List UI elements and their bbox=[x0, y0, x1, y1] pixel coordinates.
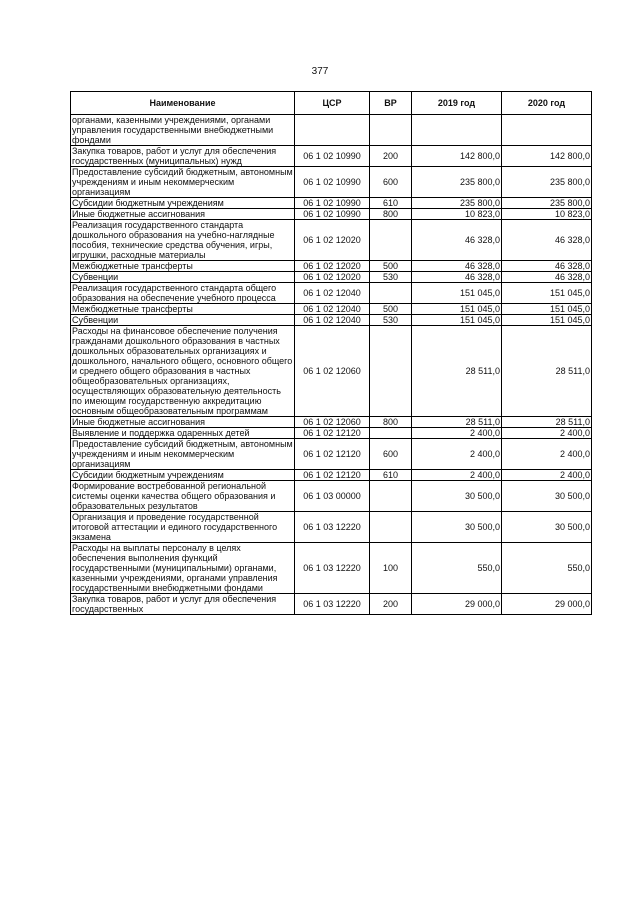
cell-y2019: 142 800,0 bbox=[412, 146, 502, 167]
cell-y2019 bbox=[412, 115, 502, 146]
cell-csr: 06 1 02 12020 bbox=[295, 261, 370, 272]
cell-vr bbox=[370, 481, 412, 512]
table-row bbox=[71, 315, 592, 326]
table-row bbox=[71, 146, 592, 167]
cell-y2020: 2 400,0 bbox=[502, 470, 592, 481]
cell-vr: 800 bbox=[370, 209, 412, 220]
cell-y2019: 46 328,0 bbox=[412, 261, 502, 272]
cell-csr: 06 1 02 12120 bbox=[295, 428, 370, 439]
cell-y2020: 28 511,0 bbox=[502, 326, 592, 417]
cell-name: Иные бюджетные ассигнования bbox=[71, 209, 295, 220]
table-row bbox=[71, 167, 592, 198]
cell-vr bbox=[370, 220, 412, 261]
cell-vr: 600 bbox=[370, 439, 412, 470]
table-row bbox=[71, 220, 592, 261]
cell-vr: 200 bbox=[370, 594, 412, 615]
cell-y2019: 151 045,0 bbox=[412, 315, 502, 326]
cell-csr: 06 1 02 10990 bbox=[295, 167, 370, 198]
cell-y2020: 151 045,0 bbox=[502, 315, 592, 326]
table-row bbox=[71, 543, 592, 594]
cell-csr: 06 1 03 12220 bbox=[295, 594, 370, 615]
cell-y2019: 151 045,0 bbox=[412, 304, 502, 315]
cell-vr bbox=[370, 283, 412, 304]
cell-csr: 06 1 02 12120 bbox=[295, 439, 370, 470]
cell-y2020: 142 800,0 bbox=[502, 146, 592, 167]
cell-y2019: 10 823,0 bbox=[412, 209, 502, 220]
cell-vr bbox=[370, 428, 412, 439]
cell-y2019: 2 400,0 bbox=[412, 470, 502, 481]
cell-y2020: 29 000,0 bbox=[502, 594, 592, 615]
table-row bbox=[71, 261, 592, 272]
cell-name: Субсидии бюджетным учреждениям bbox=[71, 198, 295, 209]
table-body bbox=[71, 115, 592, 615]
cell-y2019: 550,0 bbox=[412, 543, 502, 594]
table-header-row bbox=[71, 92, 592, 115]
cell-y2020 bbox=[502, 115, 592, 146]
cell-csr: 06 1 03 12220 bbox=[295, 512, 370, 543]
cell-y2019: 28 511,0 bbox=[412, 326, 502, 417]
cell-vr: 800 bbox=[370, 417, 412, 428]
cell-csr: 06 1 02 12020 bbox=[295, 220, 370, 261]
cell-csr: 06 1 03 00000 bbox=[295, 481, 370, 512]
cell-y2019: 30 500,0 bbox=[412, 512, 502, 543]
table-row bbox=[71, 198, 592, 209]
table-row bbox=[71, 470, 592, 481]
cell-name: Реализация государственного стандарта общего образования на обеспечение учебного процесса bbox=[71, 283, 295, 304]
cell-csr: 06 1 02 12040 bbox=[295, 304, 370, 315]
cell-csr: 06 1 02 12120 bbox=[295, 470, 370, 481]
cell-y2020: 2 400,0 bbox=[502, 439, 592, 470]
cell-y2019: 28 511,0 bbox=[412, 417, 502, 428]
page-number: 377 bbox=[311, 66, 329, 77]
cell-name: Иные бюджетные ассигнования bbox=[71, 417, 295, 428]
cell-vr: 610 bbox=[370, 198, 412, 209]
cell-y2019: 2 400,0 bbox=[412, 428, 502, 439]
cell-y2020: 46 328,0 bbox=[502, 272, 592, 283]
cell-vr: 500 bbox=[370, 304, 412, 315]
cell-name: Реализация государственного стандарта дошкольного образования на учебно-наглядные пособия, технические средства обучения, игры, игрушки, расходные материалы bbox=[71, 220, 295, 261]
cell-csr: 06 1 02 12020 bbox=[295, 272, 370, 283]
table-row bbox=[71, 283, 592, 304]
cell-name: Субвенции bbox=[71, 315, 295, 326]
table-row bbox=[71, 439, 592, 470]
table-row bbox=[71, 512, 592, 543]
cell-csr: 06 1 02 12060 bbox=[295, 326, 370, 417]
cell-y2020: 10 823,0 bbox=[502, 209, 592, 220]
cell-vr: 530 bbox=[370, 272, 412, 283]
cell-y2020: 151 045,0 bbox=[502, 283, 592, 304]
cell-name: Субвенции bbox=[71, 272, 295, 283]
cell-name: Закупка товаров, работ и услуг для обеспечения государственных (муниципальных) нужд bbox=[71, 146, 295, 167]
table-row bbox=[71, 417, 592, 428]
cell-y2020: 46 328,0 bbox=[502, 220, 592, 261]
cell-name: Предоставление субсидий бюджетным, автономным учреждениям и иным некоммерческим организациям bbox=[72, 439, 293, 469]
cell-csr: 06 1 03 12220 bbox=[295, 543, 370, 594]
header-vr: ВР bbox=[370, 92, 412, 115]
cell-name: Выявление и поддержка одаренных детей bbox=[71, 428, 295, 439]
budget-table bbox=[70, 91, 592, 615]
cell-y2020: 235 800,0 bbox=[502, 198, 592, 209]
cell-vr bbox=[370, 326, 412, 417]
cell-csr: 06 1 02 12040 bbox=[295, 315, 370, 326]
header-csr: ЦСР bbox=[295, 92, 370, 115]
cell-csr bbox=[295, 115, 370, 146]
cell-name: органами, казенными учреждениями, органами управления государственными внебюджетными фондами bbox=[71, 115, 295, 146]
cell-y2020: 2 400,0 bbox=[502, 428, 592, 439]
table-row bbox=[71, 272, 592, 283]
cell-csr: 06 1 02 12040 bbox=[295, 283, 370, 304]
cell-name: Закупка товаров, работ и услуг для обеспечения государственных bbox=[71, 594, 295, 615]
cell-vr: 100 bbox=[370, 543, 412, 594]
table-row bbox=[71, 428, 592, 439]
cell-y2020: 46 328,0 bbox=[502, 261, 592, 272]
header-name: Наименование bbox=[71, 92, 295, 115]
header-2019: 2019 год bbox=[412, 92, 502, 115]
cell-name: Расходы на выплаты персоналу в целях обеспечения выполнения функций государственными (муниципальными) органами, казенными учреждениями, органами управления государственными внебюджетными фондами bbox=[71, 543, 295, 594]
table-row bbox=[71, 209, 592, 220]
table-row bbox=[71, 326, 592, 417]
cell-y2019: 151 045,0 bbox=[412, 283, 502, 304]
cell-name: Предоставление субсидий бюджетным, автономным учреждениям и иным некоммерческим организациям bbox=[72, 167, 293, 197]
cell-name: Формирование востребованной региональной системы оценки качества общего образования и образовательных результатов bbox=[71, 481, 295, 512]
cell-y2019: 235 800,0 bbox=[412, 198, 502, 209]
cell-y2020: 151 045,0 bbox=[502, 304, 592, 315]
cell-y2020: 235 800,0 bbox=[502, 167, 592, 198]
cell-y2020: 30 500,0 bbox=[502, 512, 592, 543]
cell-vr bbox=[370, 115, 412, 146]
cell-csr: 06 1 02 10990 bbox=[295, 198, 370, 209]
cell-name: Межбюджетные трансферты bbox=[71, 304, 295, 315]
cell-y2019: 2 400,0 bbox=[412, 439, 502, 470]
cell-vr: 500 bbox=[370, 261, 412, 272]
table-row bbox=[71, 115, 592, 146]
header-2020: 2020 год bbox=[502, 92, 592, 115]
cell-csr: 06 1 02 10990 bbox=[295, 209, 370, 220]
cell-csr: 06 1 02 12060 bbox=[295, 417, 370, 428]
cell-name: Расходы на финансовое обеспечение получения гражданами дошкольного образования в частных дошкольных образовательных организациях и дошкольного, начального общего, основного общего и среднего общего образования в частных общеобразовательных организациях, осуществляющих образовательную деятельность по имеющим государственную аккредитацию основным общеобразовательным программам bbox=[71, 326, 295, 417]
cell-vr: 610 bbox=[370, 470, 412, 481]
cell-y2019: 29 000,0 bbox=[412, 594, 502, 615]
cell-name: Субсидии бюджетным учреждениям bbox=[71, 470, 295, 481]
cell-y2019: 235 800,0 bbox=[412, 167, 502, 198]
cell-y2020: 30 500,0 bbox=[502, 481, 592, 512]
cell-y2019: 30 500,0 bbox=[412, 481, 502, 512]
table-row bbox=[71, 304, 592, 315]
table-row bbox=[71, 481, 592, 512]
cell-vr bbox=[370, 512, 412, 543]
cell-y2019: 46 328,0 bbox=[412, 272, 502, 283]
cell-y2019: 46 328,0 bbox=[412, 220, 502, 261]
cell-y2020: 28 511,0 bbox=[502, 417, 592, 428]
cell-csr: 06 1 02 10990 bbox=[295, 146, 370, 167]
table-row bbox=[71, 594, 592, 615]
cell-vr: 200 bbox=[370, 146, 412, 167]
cell-vr: 530 bbox=[370, 315, 412, 326]
cell-y2020: 550,0 bbox=[502, 543, 592, 594]
cell-name: Организация и проведение государственной итоговой аттестации и единого государственного экзамена bbox=[71, 512, 295, 543]
cell-vr: 600 bbox=[370, 167, 412, 198]
cell-name: Межбюджетные трансферты bbox=[71, 261, 295, 272]
